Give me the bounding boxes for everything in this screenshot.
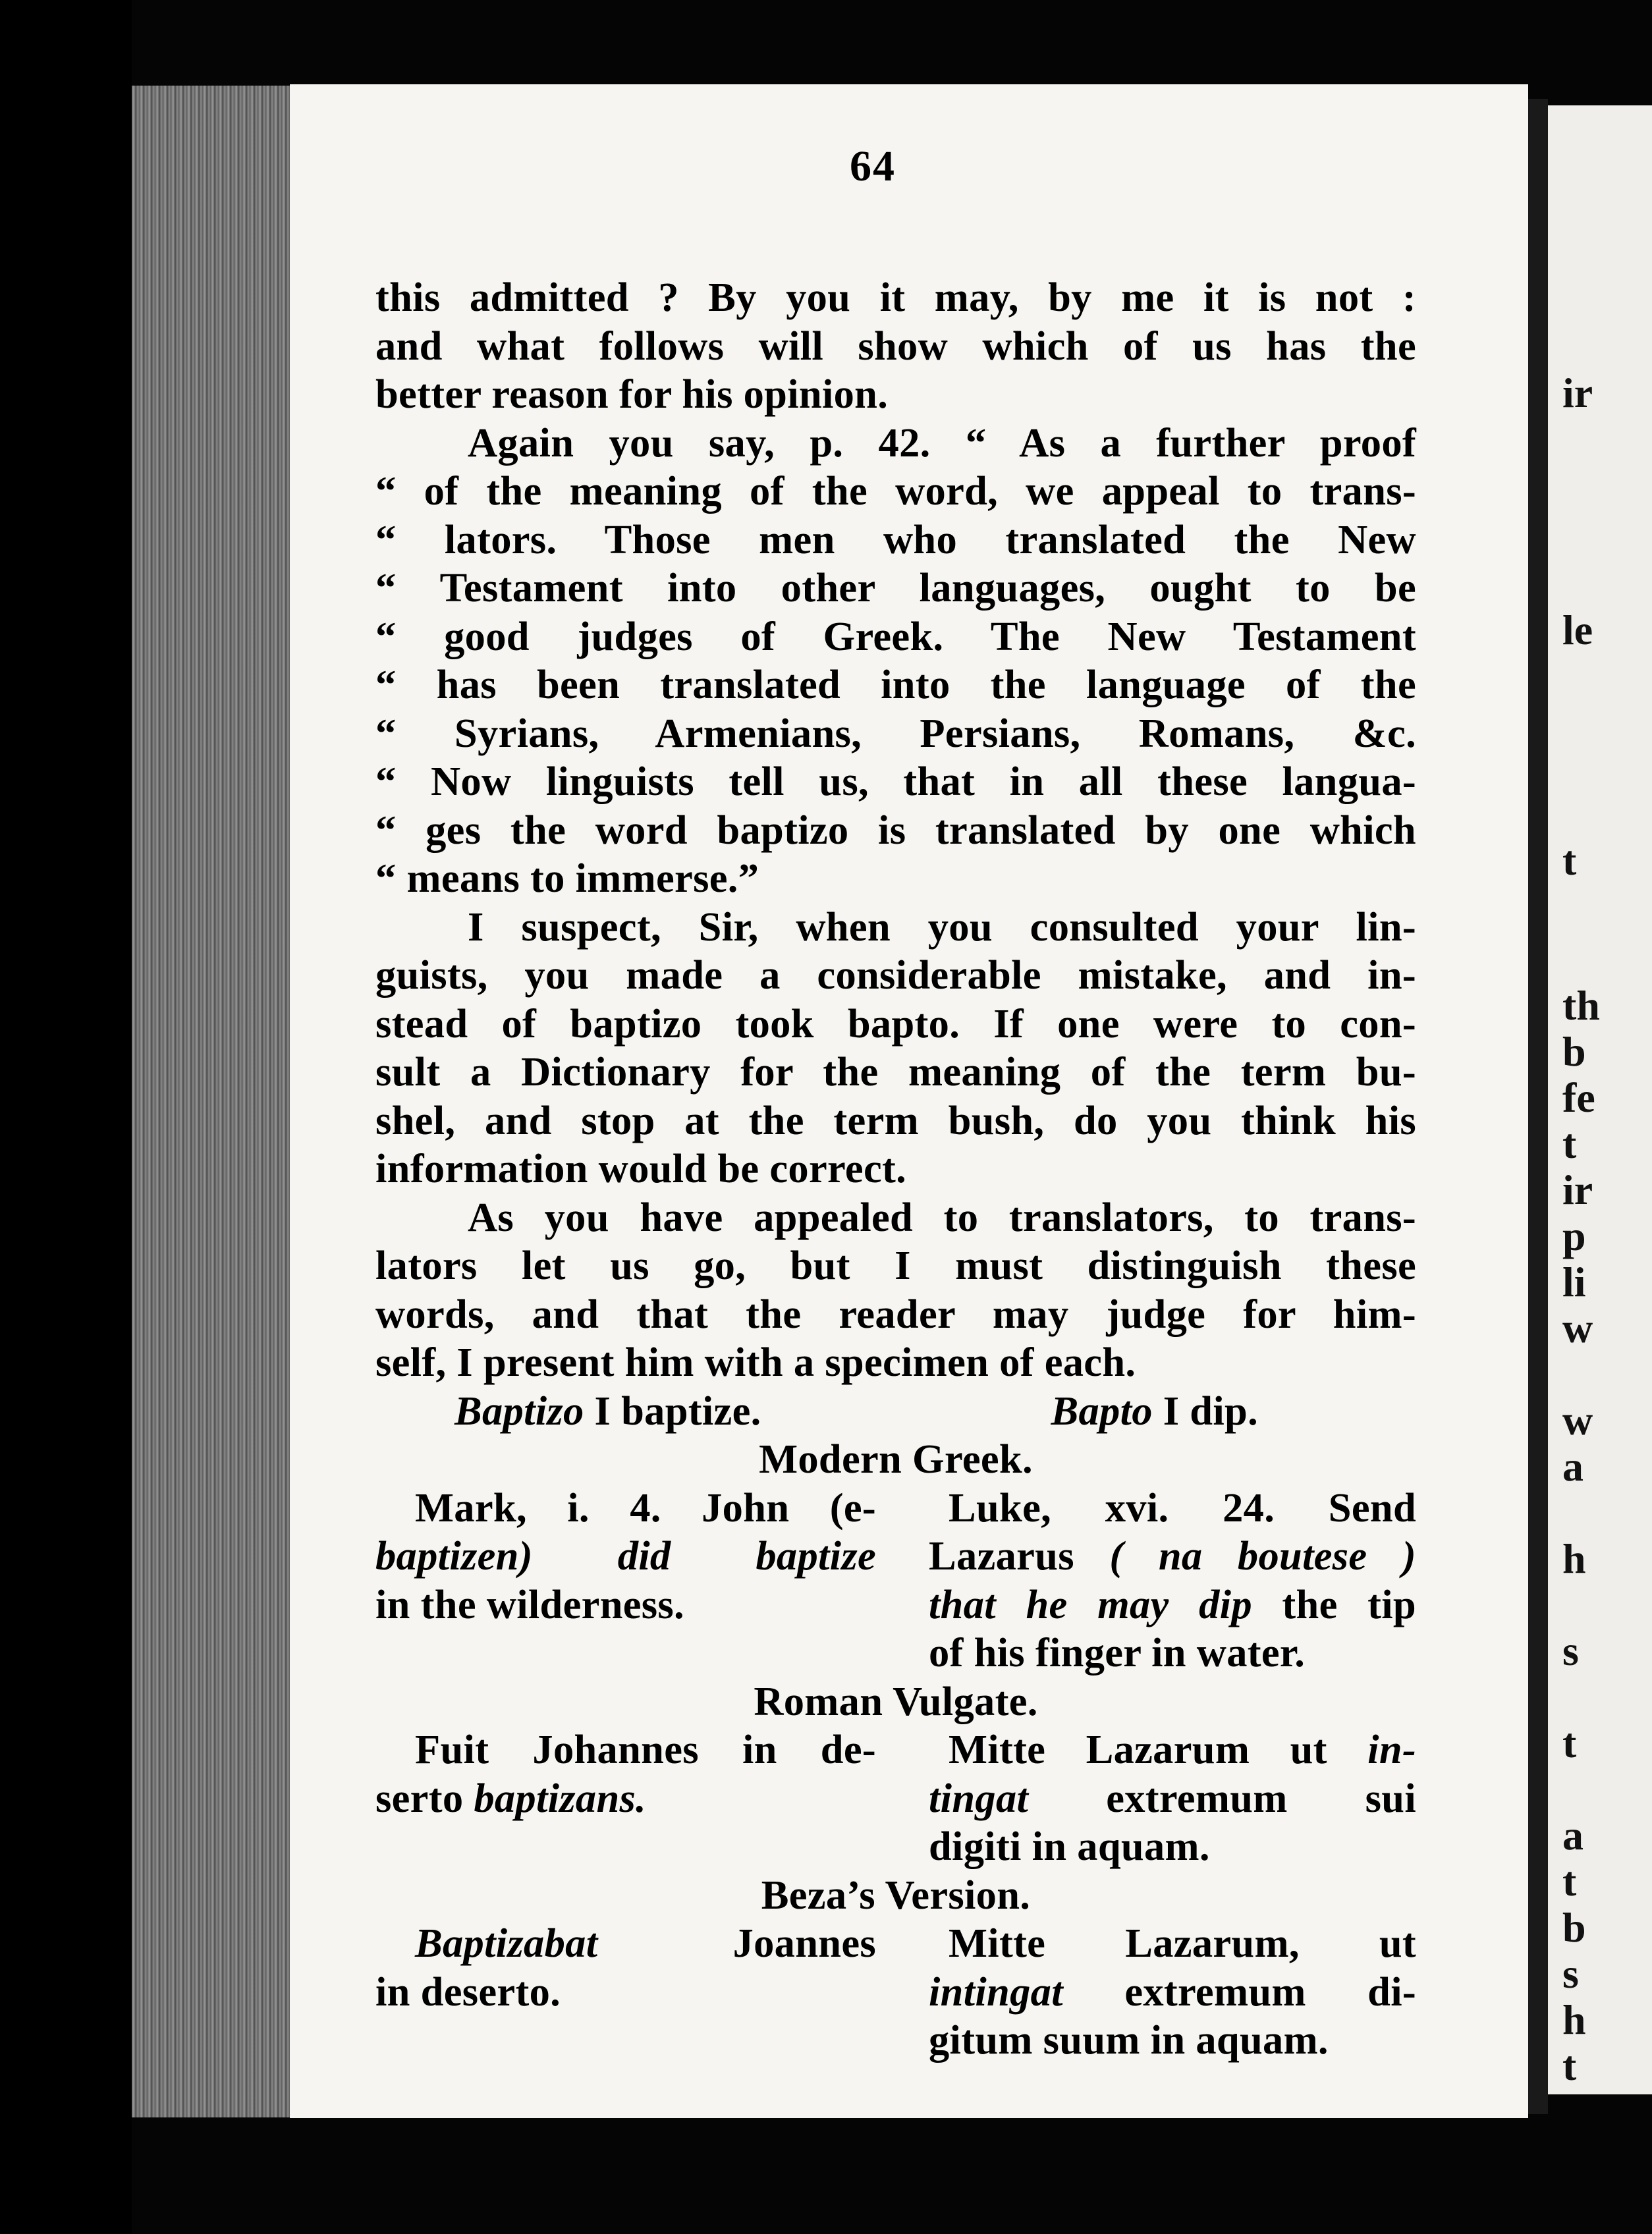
italic-text: in- (1367, 1726, 1416, 1772)
text-line: “ ges the word baptizo is translated by one which (375, 806, 1416, 853)
text-line: Mitte Lazarum, ut (949, 1920, 1416, 1966)
adjacent-page-fragment: a (1562, 1812, 1583, 1859)
baptizo-meaning: I baptize. (594, 1387, 761, 1434)
page-edges (132, 86, 290, 2117)
adjacent-page-fragment: a (1562, 1443, 1583, 1490)
adjacent-page-fragment: ir (1562, 1166, 1593, 1213)
adjacent-page-fragment: t (1562, 1720, 1577, 1766)
text-line: I suspect, Sir, when you consulted your lin- (468, 903, 1416, 950)
italic-text: baptizans. (474, 1774, 647, 1821)
text-line: “ Now linguists tell us, that in all these langua- (375, 758, 1416, 804)
text-line: gitum suum in aquam. (929, 2017, 1329, 2063)
text-fragment: serto (375, 1774, 464, 1821)
italic-text: baptizen) did baptize (375, 1533, 876, 1579)
text-line: “ of the meaning of the word, we appeal to trans- (375, 468, 1416, 514)
baptizo-heading (375, 1387, 761, 1436)
scanner-background (0, 0, 132, 2234)
word-headings (375, 1387, 1416, 1436)
text-line: shel, and stop at the term bush, do you think his (375, 1097, 1416, 1143)
section-title-beza-version: Beza’s Version. (761, 1871, 1031, 1918)
text-line (375, 1919, 876, 1968)
modern-greek-right (929, 1484, 1416, 1677)
italic-text: intingat (929, 1968, 1063, 2015)
modern-greek-left (375, 1484, 876, 1677)
text-line: stead of baptizo took bapto. If one were to con- (375, 1000, 1416, 1047)
text-line (929, 1726, 1416, 1774)
text-line: guists, you made a considerable mistake, and in- (375, 952, 1416, 998)
adjacent-page-fragment: t (1562, 1858, 1577, 1905)
adjacent-page-edge (1548, 105, 1652, 2094)
italic-text: Baptizabat (415, 1920, 598, 1966)
modern-greek-columns (375, 1484, 1416, 1677)
text-line (929, 1532, 1416, 1581)
text-line: and what follows will show which of us has the (375, 322, 1416, 369)
adjacent-page-fragment: p (1562, 1212, 1586, 1259)
text-fragment: Lazarus (929, 1533, 1074, 1579)
text-line: lators let us go, but I must distinguish these (375, 1242, 1416, 1288)
text-line: “ good judges of Greek. The New Testament (375, 613, 1416, 659)
text-line: sult a Dictionary for the meaning of the term bu- (375, 1049, 1416, 1095)
text-line: of his finger in water. (929, 1629, 1306, 1676)
adjacent-page-fragment: b (1562, 1028, 1586, 1075)
adjacent-page-fragment: le (1562, 607, 1593, 653)
text-line: Fuit Johannes in de- (415, 1726, 876, 1772)
text-line: “ Testament into other languages, ought to be (375, 564, 1416, 611)
text-fragment: extremum di- (1124, 1968, 1416, 2015)
text-line: Luke, xvi. 24. Send (949, 1484, 1416, 1531)
adjacent-page-fragment: s (1562, 1627, 1579, 1674)
text-fragment: the tip (1282, 1581, 1416, 1627)
beza-version-left (375, 1919, 876, 2065)
text-fragment: extremum sui (1106, 1774, 1416, 1821)
text-line: in deserto. (375, 1968, 561, 2015)
italic-text: that he may dip (929, 1581, 1252, 1627)
roman-vulgate-right (929, 1726, 1416, 1871)
text-line: “ Syrians, Armenians, Persians, Romans, &c. (375, 709, 1416, 756)
adjacent-page-fragment: th (1562, 982, 1600, 1029)
italic-text: tingat (929, 1774, 1029, 1821)
text-line: “ means to immerse.” (375, 855, 759, 901)
text-line (929, 1774, 1416, 1823)
text-line: better reason for his opinion. (375, 371, 889, 417)
adjacent-page-fragment: t (1562, 1120, 1577, 1167)
adjacent-page-fragment: w (1562, 1397, 1593, 1444)
adjacent-page-fragment: b (1562, 1904, 1586, 1951)
adjacent-page-fragment: h (1562, 1535, 1586, 1582)
roman-vulgate-left (375, 1726, 876, 1871)
text-fragment: Mitte Lazarum ut (949, 1726, 1327, 1772)
text-line: As you have appealed to translators, to trans- (468, 1193, 1416, 1240)
text-line (375, 1532, 876, 1581)
italic-text: ( na boutese ) (1109, 1533, 1416, 1579)
text-line: information would be correct. (375, 1145, 907, 1191)
page-number: 64 (850, 142, 896, 190)
page-body (375, 273, 1416, 2065)
adjacent-page-fragment: t (1562, 2042, 1577, 2089)
text-line: in the wilderness. (375, 1581, 684, 1627)
text-line: Again you say, p. 42. “ As a further proof (468, 419, 1416, 466)
text-line (929, 1581, 1416, 1629)
section-title-roman-vulgate: Roman Vulgate. (754, 1677, 1038, 1724)
bapto-heading (1051, 1387, 1416, 1436)
text-line: this admitted ? By you it may, by me it is not : (375, 274, 1416, 320)
adjacent-page-fragment: t (1562, 837, 1577, 884)
text-line: Mark, i. 4. John (e- (415, 1484, 876, 1531)
roman-vulgate-columns (375, 1726, 1416, 1871)
adjacent-page-fragment: fe (1562, 1074, 1595, 1121)
beza-version-columns (375, 1919, 1416, 2065)
adjacent-page-fragment: h (1562, 1996, 1586, 2043)
text-line: words, and that the reader may judge for him- (375, 1290, 1416, 1337)
book-gutter (1528, 99, 1548, 2114)
text-line: “ lators. Those men who translated the New (375, 516, 1416, 562)
adjacent-page-fragment: ir (1562, 369, 1593, 416)
baptizo-word: Baptizo (454, 1387, 584, 1434)
text-line (929, 1968, 1416, 2017)
bapto-word: Bapto (1051, 1387, 1153, 1434)
adjacent-page-fragment: w (1562, 1305, 1593, 1351)
adjacent-page-fragment: s (1562, 1950, 1579, 1997)
text-fragment: Joannes (732, 1920, 876, 1966)
bapto-meaning: I dip. (1163, 1387, 1258, 1434)
text-line (375, 1774, 876, 1823)
text-line: digiti in aquam. (929, 1823, 1210, 1869)
text-line: “ has been translated into the language of the (375, 661, 1416, 707)
beza-version-right (929, 1919, 1416, 2065)
section-title-modern-greek: Modern Greek. (759, 1436, 1033, 1482)
adjacent-page-fragment: li (1562, 1259, 1586, 1305)
text-line: self, I present him with a specimen of each. (375, 1339, 1136, 1385)
